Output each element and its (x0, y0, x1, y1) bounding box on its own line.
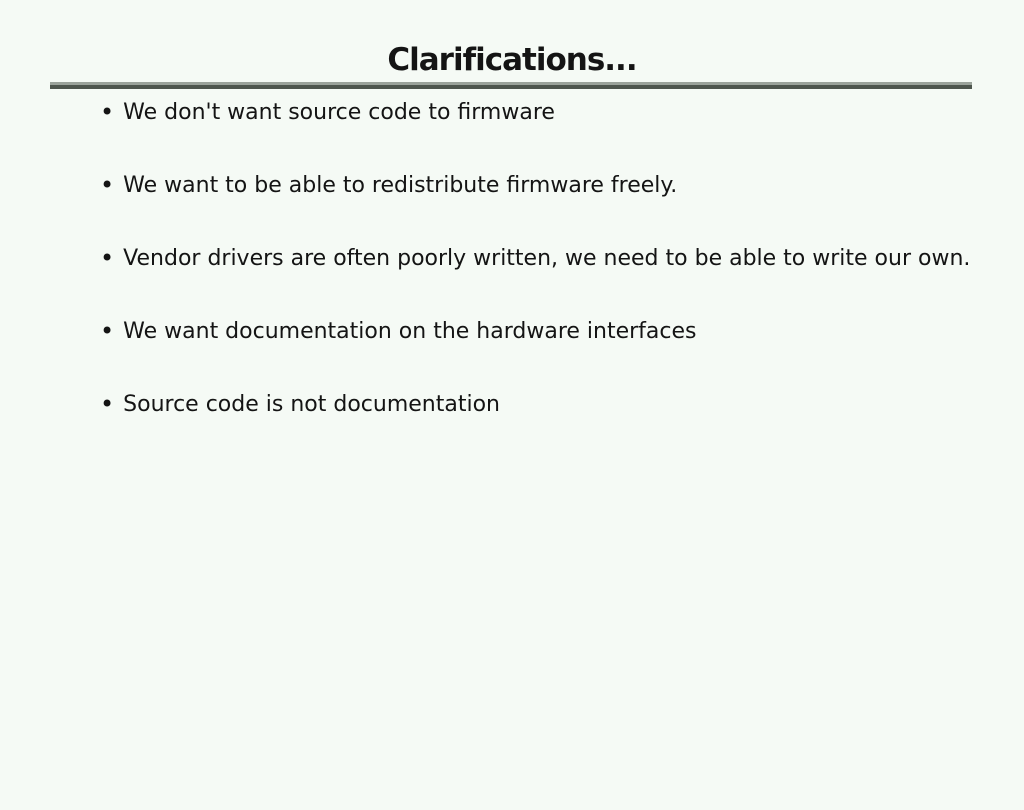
page-title: Clarifications... (387, 42, 637, 78)
bullet-icon: • (100, 317, 115, 345)
list-item (50, 244, 976, 273)
presentation-slide (0, 42, 1024, 810)
bullet-text: Source code is not documentation (123, 392, 500, 417)
bullet-icon: • (100, 171, 115, 199)
bullet-icon: • (100, 98, 115, 126)
title-underline-rule (50, 82, 972, 89)
list-item (50, 98, 976, 127)
list-item (50, 390, 976, 419)
list-item (50, 317, 976, 346)
bullet-text: We don't want source code to firmware (123, 100, 555, 125)
bullet-text: We want to be able to redistribute firmware freely. (123, 173, 678, 198)
bullet-list (50, 98, 976, 419)
bullet-text: We want documentation on the hardware interfaces (123, 319, 697, 344)
bullet-text: Vendor drivers are often poorly written, we need to be able to write our own. (123, 246, 971, 271)
list-item (50, 171, 976, 200)
bullet-icon: • (100, 390, 115, 418)
bullet-icon: • (100, 244, 115, 272)
